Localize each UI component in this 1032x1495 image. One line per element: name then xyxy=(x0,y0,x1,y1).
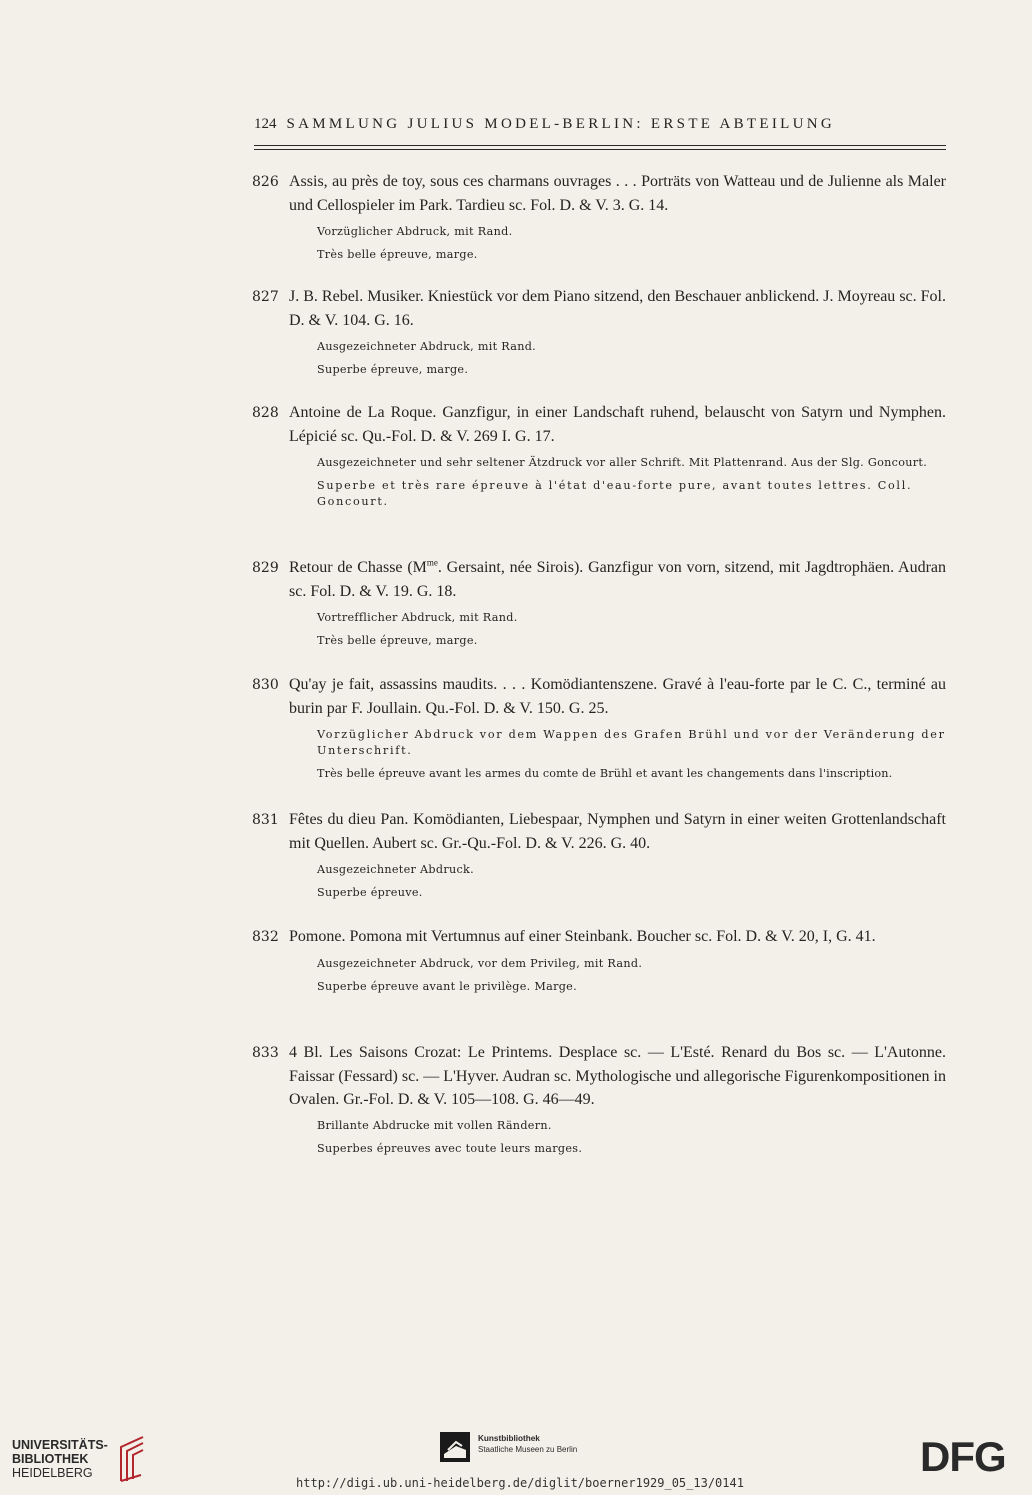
entry-text xyxy=(252,673,946,720)
entry-note-german: Ausgezeichneter Abdruck, mit Rand. xyxy=(317,340,537,353)
entry-text xyxy=(252,401,946,448)
entry-note-french: Superbe épreuve. xyxy=(317,886,423,899)
ub-line-1: UNIVERSITÄTS- xyxy=(12,1438,108,1452)
entry-number: 831 xyxy=(252,812,279,828)
ub-line-2: BIBLIOTHEK xyxy=(12,1452,89,1466)
entry-description: J. B. Rebel. Musiker. Kniestück vor dem Piano sitzend, den Beschauer anblickend. J. Moyreau sc. Fol. D. & V. 104. G. 16. xyxy=(289,288,946,329)
header-rule-thin xyxy=(254,149,946,150)
catalog-entry-828 xyxy=(252,401,946,510)
entry-text xyxy=(252,170,946,217)
entry-description: Qu'ay je fait, assassins maudits. . . . Komödiantenszene. Gravé à l'eau-forte par le C. C., terminé au burin par F. Joullain. Qu.-Fol. D. & V. 150. G. 25. xyxy=(289,676,946,717)
catalog-entry-832 xyxy=(252,925,946,995)
entry-note-german: Vortrefflicher Abdruck, mit Rand. xyxy=(317,611,518,624)
kunstbibliothek-wordmark[interactable] xyxy=(478,1433,577,1455)
header-rule-thick xyxy=(254,145,946,146)
entry-note-french: Très belle épreuve avant les armes du comte de Brühl et avant les changements dans l'inscription. xyxy=(317,767,893,780)
page-number: 124 xyxy=(254,116,277,132)
kb-subtitle: Staatliche Museen zu Berlin xyxy=(478,1445,578,1454)
catalog-entry-833 xyxy=(252,1041,946,1157)
permalink-url[interactable]: http://digi.ub.uni-heidelberg.de/diglit/boerner1929_05_13/0141 xyxy=(296,1476,744,1490)
entry-description: Retour de Chasse (M xyxy=(289,559,427,576)
ub-heidelberg-wordmark xyxy=(12,1438,108,1480)
entry-description: Antoine de La Roque. Ganzfigur, in einer Landschaft ruhend, belauscht von Satyrn und Nymphen. Lépicié sc. Qu.-Fol. D. & V. 269 I. G. 17. xyxy=(289,404,946,445)
entry-note-french: Superbe et très rare épreuve à l'état d'eau-forte pure, avant toutes lettres. Coll. Goncourt. xyxy=(317,479,913,508)
catalog-entry-826 xyxy=(252,170,946,263)
entry-note-german: Ausgezeichneter Abdruck, vor dem Privileg, mit Rand. xyxy=(317,957,643,970)
catalog-entry-829 xyxy=(252,556,946,649)
entry-description: 4 Bl. Les Saisons Crozat: Le Printems. Desplace sc. — L'Esté. Renard du Bos sc. — L'Autonne. Faissar (Fessard) sc. — L'Hyver. Audran sc. Mythologische und allegorische Figurenkompositionen in Ovalen. Gr.-Fol. D. & V. 105—108. G. 46—49. xyxy=(289,1044,946,1108)
ub-heidelberg-logo[interactable] xyxy=(12,1435,152,1485)
entry-note-german: Vorzüglicher Abdruck vor dem Wappen des Grafen Brühl und vor der Veränderung der Unterschrift. xyxy=(317,728,946,757)
ub-line-3: HEIDELBERG xyxy=(12,1466,93,1480)
entry-number: 826 xyxy=(252,174,279,190)
entry-note-french: Très belle épreuve, marge. xyxy=(317,248,478,261)
entry-note-german: Ausgezeichneter Abdruck. xyxy=(317,863,474,876)
entry-note-french: Superbe épreuve, marge. xyxy=(317,363,469,376)
entry-note-german: Ausgezeichneter und sehr seltener Ätzdruck vor aller Schrift. Mit Plattenrand. Aus der Slg. Goncourt. xyxy=(317,456,928,469)
catalog-entry-831 xyxy=(252,808,946,901)
entry-description: Pomone. Pomona mit Vertumnus auf einer Steinbank. Boucher sc. Fol. D. & V. 20, I, G. 41. xyxy=(289,928,876,945)
entry-text xyxy=(252,556,946,603)
entry-number: 833 xyxy=(252,1045,279,1061)
entry-number: 830 xyxy=(252,677,279,693)
entry-note-french: Superbe épreuve avant le privilège. Marge. xyxy=(317,980,577,993)
header-title: SAMMLUNG JULIUS MODEL-BERLIN: ERSTE ABTEILUNG xyxy=(286,116,835,132)
entry-text xyxy=(252,808,946,855)
entry-note-french: Superbes épreuves avec toute leurs marges. xyxy=(317,1142,583,1155)
entry-number: 828 xyxy=(252,405,279,421)
entry-description: Assis, au près de toy, sous ces charmans ouvrages . . . Porträts von Watteau und de Julienne als Maler und Cellospieler im Park. Tardieu sc. Fol. D. & V. 3. G. 14. xyxy=(289,173,946,214)
ub-emblem-icon xyxy=(107,1435,147,1483)
entry-description-cont: . Gersaint, née Sirois). Ganzfigur von vorn, sitzend, mit Jagdtrophäen. Audran sc. Fol. D. & V. 19. G. 18. xyxy=(289,559,947,600)
entry-number: 829 xyxy=(252,560,279,576)
kunstbibliothek-logo-icon xyxy=(440,1432,470,1462)
entry-text xyxy=(252,1041,946,1111)
dfg-text: DFG xyxy=(920,1437,1006,1475)
entry-description: Fêtes du dieu Pan. Komödianten, Liebespaar, Nymphen und Satyrn in einer weiten Grottenlandschaft mit Quellen. Aubert sc. Gr.-Qu.-Fol. D. & V. 226. G. 40. xyxy=(289,811,946,852)
kb-title: Kunstbibliothek xyxy=(478,1434,540,1443)
entry-note-german: Vorzüglicher Abdruck, mit Rand. xyxy=(317,225,513,238)
entry-note-french: Très belle épreuve, marge. xyxy=(317,634,478,647)
entry-note-german: Brillante Abdrucke mit vollen Rändern. xyxy=(317,1119,552,1132)
entry-number: 832 xyxy=(252,929,279,945)
running-header xyxy=(254,116,946,140)
entry-text xyxy=(252,285,946,332)
superscript: me xyxy=(426,557,438,568)
entry-number: 827 xyxy=(252,289,279,305)
catalog-entry-830 xyxy=(252,673,946,782)
entry-text xyxy=(252,925,946,949)
catalog-entry-827 xyxy=(252,285,946,378)
dfg-logo[interactable] xyxy=(920,1437,1020,1475)
